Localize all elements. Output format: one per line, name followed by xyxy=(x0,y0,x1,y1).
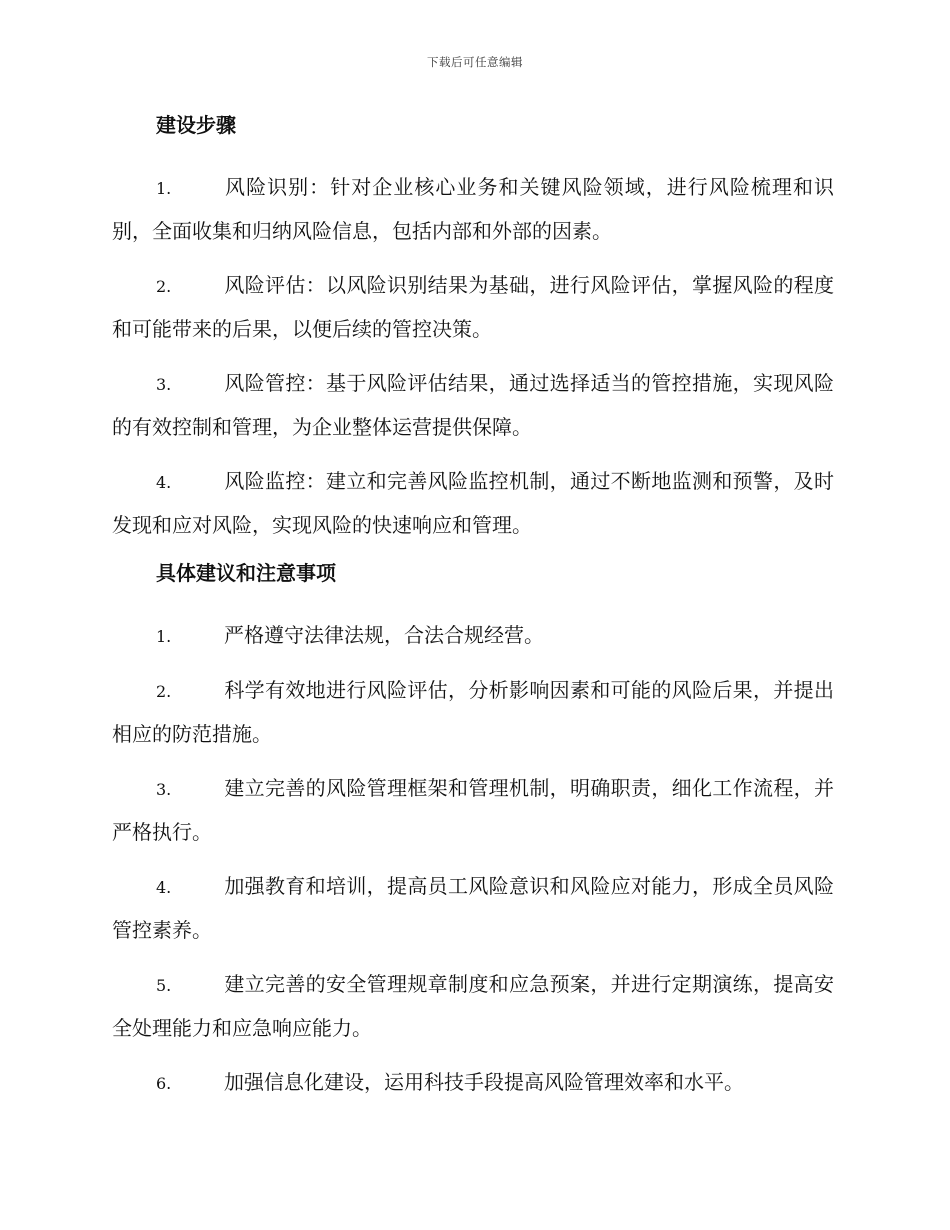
list-item-text: 严格遵守法律法规，合法合规经营。 xyxy=(224,623,544,647)
list-item-text: 风险管控：基于风险评估结果，通过选择适当的管控措施，实现风险的有效控制和管理，为企业整体运营提供保障。 xyxy=(112,371,834,439)
list-item xyxy=(112,362,834,449)
list-item-number: 3. xyxy=(156,780,172,799)
list-item-text: 建立完善的安全管理规章制度和应急预案，并进行定期演练，提高安全处理能力和应急响应能力。 xyxy=(112,972,834,1040)
list-item-number: 3. xyxy=(156,375,172,394)
list-item-number: 1. xyxy=(156,179,172,198)
list-item-number: 1. xyxy=(156,627,172,646)
list-item-number: 2. xyxy=(156,682,172,701)
list-item-text: 风险识别：针对企业核心业务和关键风险领域，进行风险梳理和识别，全面收集和归纳风险信息，包括内部和外部的因素。 xyxy=(112,175,834,243)
list-item xyxy=(112,166,834,253)
list-item-number: 4. xyxy=(156,878,172,897)
list-item xyxy=(112,264,834,351)
list-item-text: 建立完善的风险管理框架和管理机制，明确职责，细化工作流程，并严格执行。 xyxy=(112,776,834,844)
list-item xyxy=(112,767,834,854)
list-item xyxy=(112,1061,834,1105)
list-item xyxy=(112,963,834,1050)
list-item xyxy=(112,460,834,547)
list-item xyxy=(112,865,834,952)
list-item-text: 风险评估：以风险识别结果为基础，进行风险评估，掌握风险的程度和可能带来的后果，以便后续的管控决策。 xyxy=(112,273,834,341)
list-item-number: 5. xyxy=(156,976,172,995)
list-item xyxy=(112,614,834,658)
list-item-text: 加强教育和培训，提高员工风险意识和风险应对能力，形成全员风险管控素养。 xyxy=(112,874,834,942)
page-header: 下载后可任意编辑 xyxy=(427,55,523,69)
list-item xyxy=(112,669,834,756)
document-body xyxy=(112,110,834,1116)
list-item-text: 风险监控：建立和完善风险监控机制，通过不断地监测和预警，及时发现和应对风险，实现风险的快速响应和管理。 xyxy=(112,469,834,537)
section-heading-recommendations: 具体建议和注意事项 xyxy=(156,561,336,585)
section-heading-construction-steps: 建设步骤 xyxy=(156,113,236,137)
list-item-text: 科学有效地进行风险评估，分析影响因素和可能的风险后果，并提出相应的防范措施。 xyxy=(112,678,834,746)
list-item-number: 6. xyxy=(156,1074,172,1093)
list-item-number: 2. xyxy=(156,277,172,296)
list-item-text: 加强信息化建设，运用科技手段提高风险管理效率和水平。 xyxy=(224,1070,744,1094)
list-item-number: 4. xyxy=(156,473,172,492)
